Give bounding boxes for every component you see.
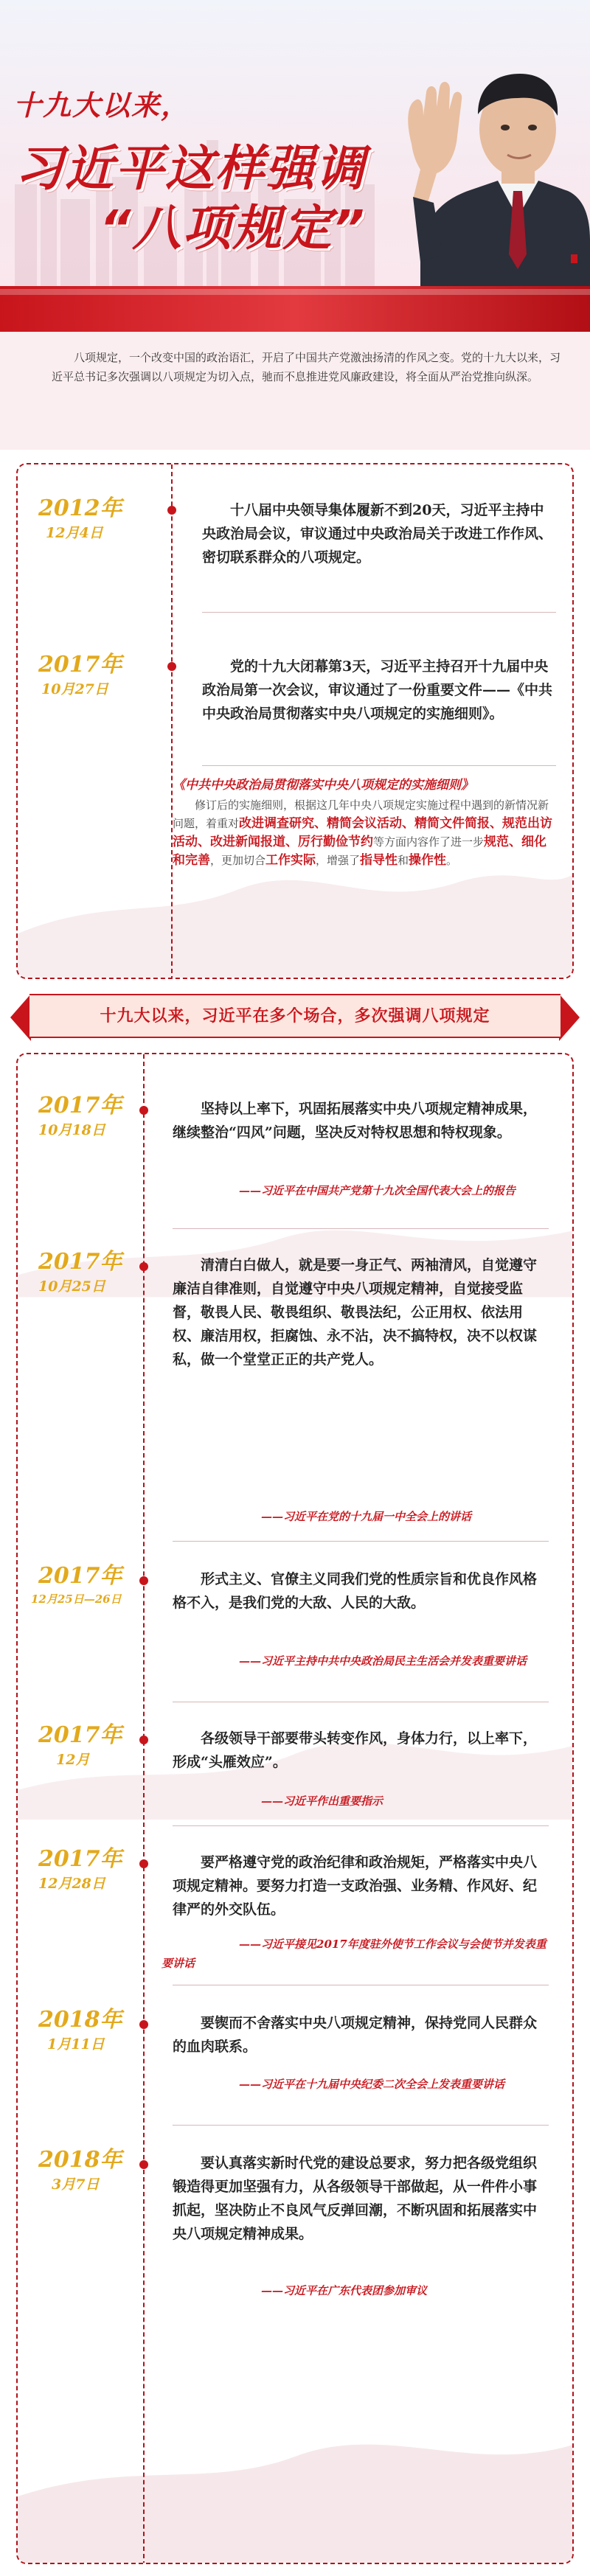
summary-highlight: 改进调查研究、精简会议活动、精简文件简报、规范出访活动、改进新闻报道、厉行勤俭节约 <box>173 816 553 849</box>
timeline-dot <box>139 1106 148 1115</box>
summary-highlight: 指导性 <box>360 853 398 868</box>
section-banner <box>30 994 560 1038</box>
summary-text: 。 <box>446 854 458 867</box>
entry-date: 1月11日 <box>47 2036 105 2053</box>
timeline-dot <box>139 1262 148 1271</box>
header-title: 习近平这样强调 <box>15 140 366 197</box>
entry-text: 形式主义、官僚主义同我们党的性质宗旨和优良作风格格不入，是我们党的大敌、人民的大敌。 <box>173 1571 538 1611</box>
entry-date: 12月25日—26日 <box>31 1592 122 1606</box>
entry-year: 2017年 <box>38 1249 122 1275</box>
entry-year: 2017年 <box>38 1846 122 1872</box>
entry-year: 2017年 <box>38 1093 122 1118</box>
entry-date: 10月27日 <box>41 681 108 697</box>
entry-source: ——习近平主持中共中央政治局民主生活会并发表重要讲话 <box>239 1654 527 1668</box>
entry-year: 2017年 <box>38 1722 122 1748</box>
timeline-dot <box>139 2020 148 2029</box>
entry-text: 十八届中央领导集体履新不到20天，习近平主持中央政治局会议，审议通过中央政治局关于改进工作作风、密切联系群众的八项规定。 <box>202 502 553 565</box>
header-red-band-highlight <box>0 289 590 295</box>
entry-text: 要认真落实新时代党的建设总要求，努力把各级党组织锻造得更加坚强有力，从各级领导干部做起，从一件件小事抓起，坚决防止不良风气反弹回潮，不断巩固和拓展落实中央八项规定精神成果。 <box>173 2155 538 2242</box>
summary-text: ，更加切合 <box>210 854 266 867</box>
timeline-line <box>143 1054 145 2564</box>
intro-section <box>0 332 590 450</box>
timeline-dot <box>139 2160 148 2169</box>
entry-source: ——习近平在党的十九届一中全会上的讲话 <box>261 1510 472 1523</box>
entry-source: ——习近平作出重要指示 <box>261 1795 384 1808</box>
entry-separator <box>202 612 556 613</box>
entry-date: 12月 <box>56 1752 90 1768</box>
summary-text: 和 <box>398 854 409 867</box>
entry-separator <box>202 765 556 766</box>
entry-source: ——习近平接见2017年度驻外使节工作会议与会使节并发表重要讲话 <box>162 1938 546 1970</box>
entry-year: 2018年 <box>38 2007 122 2033</box>
summary-text: 修订后的实施细则，根据这几年中央八项规定实施过程中遇到的新情况新问题，着重对 <box>173 798 549 830</box>
intro-paragraph: 八项规定，一个改变中国的政治语汇，开启了中国共产党激浊扬清的作风之变。党的十九大以来，习近平总书记多次强调以八项规定为切入点，驰而不息推进党风廉政建设，将全面从严治党推向纵深。 <box>52 351 561 383</box>
entry-year: 2017年 <box>38 1563 122 1589</box>
summary-highlight: 操作性 <box>409 853 447 868</box>
header-banner <box>0 0 590 332</box>
entry-source: ——习近平在中国共产党第十九次全国代表大会上的报告 <box>239 1184 516 1197</box>
timeline-panel-eight-rules <box>16 463 574 979</box>
entry-text: 要严格遵守党的政治纪律和政治规矩，严格落实中央八项规定精神。要努力打造一支政治强、业务精、作风好、纪律严的外交队伍。 <box>173 1854 538 1918</box>
entry-text: 要锲而不舍落实中央八项规定精神，保持党同人民群众的血肉联系。 <box>173 2015 538 2055</box>
summary-text: ，增强了 <box>316 854 361 867</box>
entry-separator <box>173 1825 549 1826</box>
entry-source: ——习近平在十九届中央纪委二次全会上发表重要讲话 <box>239 2078 505 2091</box>
entry-date: 10月18日 <box>38 1122 105 1138</box>
summary-text: 等方面内容作了进一步 <box>373 835 485 849</box>
entry-source: ——习近平在广东代表团参加审议 <box>261 2284 428 2297</box>
entry-date: 12月4日 <box>46 525 103 541</box>
section-banner-title: 十九大以来，习近平在多个场合，多次强调八项规定 <box>100 1006 490 1026</box>
timeline-dot <box>139 1859 148 1868</box>
timeline-panel-remarks <box>16 1053 574 2564</box>
entry-text: 党的十九大闭幕第3天，习近平主持召开十九届中央政治局第一次会议，审议通过了一份重要文件——《中共中央政治局贯彻落实中央八项规定的实施细则》。 <box>202 658 553 722</box>
document-title: 《中共中央政治局贯彻落实中央八项规定的实施细则》 <box>173 778 473 793</box>
entry-date: 12月28日 <box>38 1876 105 1892</box>
entry-year: 2012年 <box>38 495 122 521</box>
timeline-dot <box>139 1736 148 1744</box>
entry-separator <box>173 1228 549 1229</box>
entry-year: 2017年 <box>38 652 122 678</box>
entry-separator <box>173 2125 549 2126</box>
summary-highlight: 规范、细化和完善 <box>173 835 547 868</box>
entry-text: 清清白白做人，就是要一身正气、两袖清风，自觉遵守廉洁自律准则，自觉遵守中央八项规定精神，自觉接受监督，敬畏人民、敬畏组织、敬畏法纪，公正用权、依法用权、廉洁用权，拒腐蚀、永不沾，决不搞特权，决不以权谋私，做一个堂堂正正的共产党人。 <box>173 1257 538 1368</box>
timeline-dot <box>139 1576 148 1585</box>
timeline-dot <box>167 506 176 515</box>
banner-tail-right <box>559 994 580 1041</box>
entry-year: 2018年 <box>38 2147 122 2173</box>
banner-tail-left <box>10 994 31 1041</box>
entry-date: 3月7日 <box>52 2176 100 2193</box>
header-title-quote: “八项规定” <box>100 200 367 257</box>
timeline-dot <box>167 662 176 671</box>
entry-date: 10月25日 <box>38 1278 105 1295</box>
document-summary <box>173 796 556 870</box>
entry-text: 各级领导干部要带头转变作风，身体力行，以上率下，形成“头雁效应”。 <box>173 1730 538 1770</box>
entry-text: 坚持以上率下，巩固拓展落实中央八项规定精神成果，继续整治“四风”问题，坚决反对特权思想和特权现象。 <box>173 1101 538 1141</box>
entry-separator <box>173 1541 549 1542</box>
timeline-line <box>171 464 173 979</box>
summary-highlight: 工作实际 <box>266 853 316 868</box>
header-subtitle: 十九大以来， <box>13 88 191 122</box>
